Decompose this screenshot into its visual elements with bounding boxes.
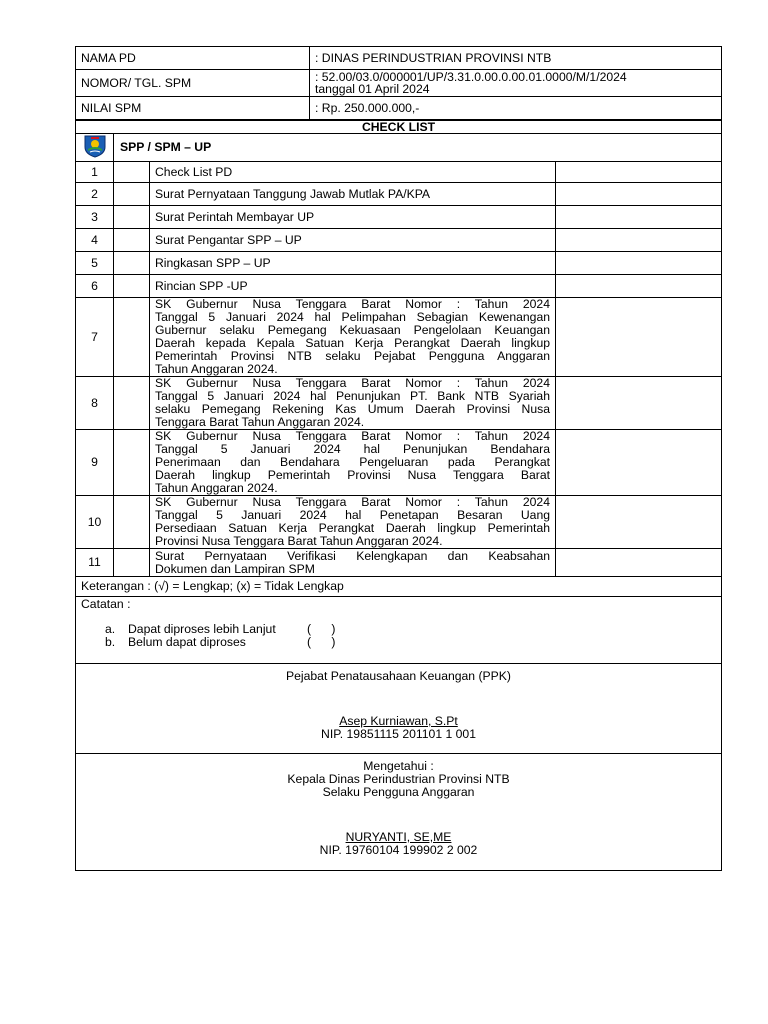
item-remark[interactable] <box>556 162 722 183</box>
header-table <box>75 46 722 120</box>
item-description-line: SK Gubernur Nusa Tenggara Barat Nomor : Tahun 2024 <box>155 495 550 509</box>
header-label: NILAI SPM <box>76 97 310 120</box>
header-row-nomor-spm <box>76 70 722 97</box>
item-description-line: Dokumen dan Lampiran SPM <box>155 561 315 576</box>
spm-checklist-document <box>75 46 721 871</box>
kepala-nip: NIP. 19760104 199902 2 002 <box>319 843 478 857</box>
item-description-line: Ringkasan SPP – UP <box>155 255 271 270</box>
checklist-row <box>76 275 722 298</box>
item-description-line: selaku Pemegang Rekening Kas Umum Daerah Provinsi Nusa <box>155 402 550 416</box>
item-number: 11 <box>76 549 114 577</box>
header-label: NOMOR/ TGL. SPM <box>76 70 310 97</box>
item-description-line: Persediaan Satuan Kerja Perangkat Daerah lingkup Pemerintah <box>155 521 550 535</box>
keterangan: Keterangan : (√) = Lengkap; (x) = Tidak Lengkap <box>76 577 722 597</box>
item-number: 1 <box>76 162 114 183</box>
item-description-line: Surat Pernyataan Verifikasi Kelengkapan dan Keabsahan <box>155 548 550 563</box>
item-description-line: Tenggara Barat Tahun Anggaran 2024. <box>155 415 365 429</box>
item-remark[interactable] <box>556 549 722 577</box>
item-number: 2 <box>76 183 114 206</box>
item-description-line: Daerah lingkup Pemerintah Provinsi Nusa Tenggara Barat <box>155 468 550 482</box>
item-remark[interactable] <box>556 183 722 206</box>
item-description-line: Gubernur selaku Pemegang Kekuasaan Pengelolaan Keuangan <box>155 323 550 337</box>
item-number: 4 <box>76 229 114 252</box>
logo-cell <box>76 134 114 162</box>
checklist-row <box>76 496 722 549</box>
item-description-line: Tahun Anggaran 2024. <box>155 481 278 495</box>
checklist-row <box>76 430 722 496</box>
item-description <box>150 377 556 430</box>
option-marker: a. <box>105 622 116 636</box>
ppk-signature-block <box>76 664 722 754</box>
item-description-line: Check List PD <box>155 164 233 179</box>
item-check-box[interactable] <box>114 162 150 183</box>
checklist-row <box>76 252 722 275</box>
item-description-line: Tanggal 5 Januari 2024 hal Penetapan Besaran Uang <box>155 508 550 522</box>
item-check-box[interactable] <box>114 252 150 275</box>
item-description <box>150 229 556 252</box>
checklist-row <box>76 377 722 430</box>
ppk-nip: NIP. 19851115 201101 1 001 <box>321 727 476 741</box>
option-label: Dapat diproses lebih Lanjut <box>128 622 276 636</box>
kepala-name: NURYANTI, SE,ME <box>345 830 452 844</box>
item-check-box[interactable] <box>114 430 150 496</box>
checklist-row <box>76 298 722 377</box>
item-description-line: Surat Perintah Membayar UP <box>155 209 315 224</box>
item-description-line: Surat Pengantar SPP – UP <box>155 232 302 247</box>
item-remark[interactable] <box>556 206 722 229</box>
checklist-row <box>76 229 722 252</box>
item-check-box[interactable] <box>114 183 150 206</box>
item-number: 10 <box>76 496 114 549</box>
item-number: 3 <box>76 206 114 229</box>
item-check-box[interactable] <box>114 206 150 229</box>
item-description <box>150 496 556 549</box>
ppk-title: Pejabat Penatausahaan Keuangan (PPK) <box>286 669 511 683</box>
kepala-role: Selaku Pengguna Anggaran <box>322 785 475 799</box>
item-description-line: Daerah kepada Kepala Satuan Kerja Perangkat Daerah lingkup <box>155 336 550 350</box>
item-check-box[interactable] <box>114 298 150 377</box>
option-marker: b. <box>105 635 116 649</box>
item-description-line: Tanggal 5 Januari 2024 hal Penunjukan Bendahara <box>155 442 550 456</box>
item-check-box[interactable] <box>114 377 150 430</box>
item-remark[interactable] <box>556 229 722 252</box>
item-remark[interactable] <box>556 496 722 549</box>
ntb-emblem-icon <box>82 134 108 158</box>
ppk-name: Asep Kurniawan, S.Pt <box>339 714 458 728</box>
header-value: : DINAS PERINDUSTRIAN PROVINSI NTB <box>310 47 722 70</box>
option-label: Belum dapat diproses <box>128 635 246 649</box>
item-remark[interactable] <box>556 275 722 298</box>
item-description-line: SK Gubernur Nusa Tenggara Barat Nomor : Tahun 2024 <box>155 376 550 390</box>
item-description-line: Tahun Anggaran 2024. <box>155 362 278 376</box>
catatan-option-b <box>81 636 716 649</box>
checklist-row <box>76 206 722 229</box>
item-check-box[interactable] <box>114 549 150 577</box>
item-description <box>150 549 556 577</box>
item-description <box>150 430 556 496</box>
catatan-block <box>76 597 722 664</box>
item-description <box>150 275 556 298</box>
item-description-line: Tanggal 5 Januari 2024 hal Pelimpahan Sebagian Kewenangan <box>155 310 550 324</box>
item-description <box>150 252 556 275</box>
header-value <box>310 70 722 97</box>
item-description <box>150 298 556 377</box>
section-title: SPP / SPM – UP <box>114 134 722 162</box>
item-check-box[interactable] <box>114 496 150 549</box>
item-remark[interactable] <box>556 298 722 377</box>
header-label: NAMA PD <box>76 47 310 70</box>
item-description-line: Tanggal 5 Januari 2024 hal Penunjukan PT. Bank NTB Syariah <box>155 389 550 403</box>
header-row-nilai-spm <box>76 97 722 120</box>
item-number: 7 <box>76 298 114 377</box>
item-check-box[interactable] <box>114 229 150 252</box>
section-row <box>76 134 722 162</box>
item-number: 6 <box>76 275 114 298</box>
item-check-box[interactable] <box>114 275 150 298</box>
item-description-line: SK Gubernur Nusa Tenggara Barat Nomor : Tahun 2024 <box>155 429 550 443</box>
item-number: 8 <box>76 377 114 430</box>
catatan-title: Catatan : <box>81 597 131 611</box>
header-row-nama-pd <box>76 47 722 70</box>
item-number: 9 <box>76 430 114 496</box>
option-checkbox: ( ) <box>307 635 336 649</box>
item-description-line: SK Gubernur Nusa Tenggara Barat Nomor : Tahun 2024 <box>155 297 550 311</box>
option-checkbox: ( ) <box>307 622 336 636</box>
item-remark[interactable] <box>556 377 722 430</box>
item-description-line: Rincian SPP -UP <box>155 278 248 293</box>
checklist-row <box>76 549 722 577</box>
header-value: : Rp. 250.000.000,- <box>310 97 722 120</box>
kepala-mengetahui: Mengetahui : <box>363 759 434 773</box>
kepala-signature-block <box>76 754 722 871</box>
checklist-table <box>75 120 722 871</box>
checklist-row <box>76 162 722 183</box>
item-description-line: Pemerintah Provinsi NTB selaku Pejabat Pengguna Anggaran <box>155 349 550 363</box>
kepala-jabatan: Kepala Dinas Perindustrian Provinsi NTB <box>287 772 510 786</box>
item-remark[interactable] <box>556 430 722 496</box>
checklist-title: CHECK LIST <box>76 121 722 134</box>
item-description-line: Provinsi Nusa Tenggara Barat Tahun Anggaran 2024. <box>155 534 443 548</box>
item-description-line: Surat Pernyataan Tanggung Jawab Mutlak PA/KPA <box>155 186 431 201</box>
spm-number: : 52.00/03.0/000001/UP/3.31.0.00.0.00.01.0000/M/1/2024 <box>315 70 627 84</box>
spm-date: tanggal 01 April 2024 <box>315 82 430 96</box>
item-remark[interactable] <box>556 252 722 275</box>
item-number: 5 <box>76 252 114 275</box>
item-description <box>150 206 556 229</box>
item-description-line: Penerimaan dan Bendahara Pengeluaran pada Perangkat <box>155 455 550 469</box>
checklist-row <box>76 183 722 206</box>
item-description <box>150 162 556 183</box>
item-description <box>150 183 556 206</box>
